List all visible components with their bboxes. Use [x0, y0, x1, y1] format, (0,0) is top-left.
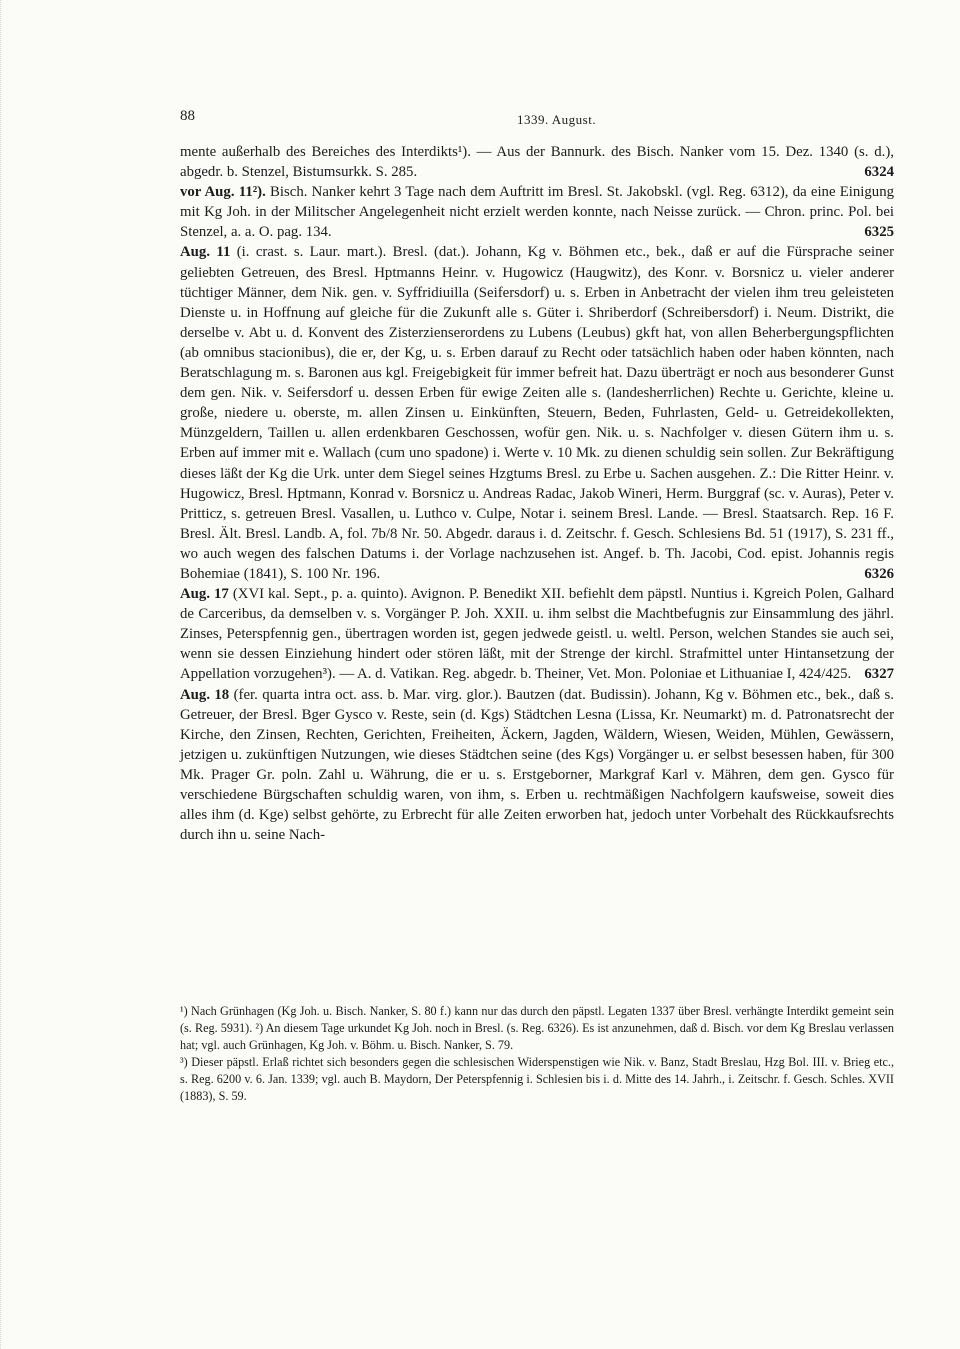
entry-date: Aug. 18 — [180, 686, 230, 703]
entry-6323-continuation — [180, 142, 894, 182]
scan-margin — [0, 0, 31, 1349]
entry-date: Aug. 11 — [180, 244, 231, 261]
entry-6324 — [180, 182, 894, 242]
entry-number: 6327 — [864, 666, 894, 683]
paragraph-text: (XVI kal. Sept., p. a. quinto). Avignon. P. Benedikt XII. befiehlt dem päpstl. Nuntius i. Kgreich Polen, Galhard de Carceribus, da demselben v. s. Vorgänger P. Joh. XXII. u. ihm selbst die Machtbefugnis zur Einsammlung des jährl. Zinses, Peterspfennig gen., übertragen worden ist, gegen jedwede geistl. u. weltl. Person, welchen Standes sie auch sei, wenn sie dessen Einziehung hindert oder stören läßt, mit der Strenge der kirchl. Strafmittel unter Hintansetzung der Appellation vorzugehen³). — A. d. Vatikan. Reg. abgedr. b. Theiner, Vet. Mon. Poloniae et Lithuaniae I, 424/425. — [180, 586, 894, 683]
page-number: 88 — [180, 108, 195, 124]
entry-number: 6324 — [864, 164, 894, 181]
footnote-3 — [180, 1054, 894, 1105]
footnote-1 — [180, 1003, 894, 1054]
entry-number: 6326 — [864, 565, 894, 582]
paragraph-text: (i. crast. s. Laur. mart.). Bresl. (dat.). Johann, Kg v. Böhmen etc., bek., daß er auf die Fürsprache seiner geliebten Getreuen, des Bresl. Hptmanns Heinr. v. Hugowicz (Haugwitz), des Konr. v. Borsnicz u. vieler anderer tüchtiger Männer, dem Nik. gen. v. Syffridiuilla (Seifersdorf) u. s. Erben in Anbetracht der vielen ihm treu geleisteten Dienste u. in Hoffnung auf gleiche für die Zukunft alle s. Güter i. Shriberdorf (Schreibersdorf) i. Neum. Distrikt, die derselbe v. Abt u. d. Konvent des Zisterzienserordens zu Lubens (Leubus) gkft hat, von allen Beherbergungspflichten (ab omnibus stacionibus), die er, der Kg, u. s. Erben darauf zu Recht oder tatsächlich haben oder haben könnten, nach Beratschlagung m. s. Baronen aus kgl. Freigebigkeit für immer befreit hat. Dazu überträgt er noch aus besonderer Gunst dem gen. Nik. v. Seifersdorf u. dessen Erben für ewige Zeiten alle s. (landesherrlichen) Rechte u. Gerichte, kleine u. große, niedere u. oberste, m. allen Zinsen u. Einkünften, Steuern, Beden, Fuhrlasten, Geld- u. Getreidekollekten, Münzgeldern, Taillen u. allen erdenkbaren Geschossen, wofür gen. Nik. u. s. Nachfolger v. diesen Gütern ihm u. s. Erben auf immer mit e. Wallach (cum uno spadone) i. Werte v. 10 Mk. zu dienen schuldig sein sollen. Zur Bekräftigung dieses läßt der Kg die Urk. unter dem Siegel seines Hzgtums Bresl. zu Erbe u. Sachen ausgehen. Z.: Die Ritter Heinr. v. Hugowicz, Bresl. Hptmann, Konrad v. Borsnicz u. Andreas Radac, Jakob Wineri, Herm. Burggraf (sc. v. Auras), Peter v. Pritticz, s. getreuen Bresl. Vasallen, u. Luthco v. Culpe, Notar i. seinem Bresl. Lande. — Bresl. Staatsarch. Rep. 16 F. Bresl. Ält. Bresl. Landb. A, fol. 7b/8 Nr. 50. Abgedr. daraus i. d. Zeitschr. f. Gesch. Schlesiens Bd. 51 (1917), S. 231 ff., wo auch wegen des falschen Datums i. der Vorlage nachzusehen ist. Angef. b. Th. Jacobi, Cod. epist. Johannis regis Bohemiae (1841), S. 100 Nr. 196. — [180, 244, 894, 582]
entry-date: Aug. 17 — [180, 586, 229, 603]
main-text — [180, 142, 894, 845]
footnote-text: ¹) Nach Grünhagen (Kg Joh. u. Bisch. Nanker, S. 80 f.) kann nur das durch den päpstl. Legaten 1337 über Bresl. verhängte Interdikt gemeint sein (s. Reg. 5931). — [180, 1004, 894, 1035]
footnotes — [180, 1003, 894, 1104]
paragraph-text: (fer. quarta intra oct. ass. b. Mar. virg. glor.). Bautzen (dat. Budissin). Johann, Kg v. Böhmen etc., bek., daß s. Getreuer, der Bresl. Bger Gysco v. Reste, sein (d. Kgs) Städtchen Lesna (Lissa, Kr. Neumarkt) m. d. Patronatsrecht der Kirche, den Zinsen, Rechten, Gerichten, Freiheiten, Äckern, Jagden, Wäldern, Wiesen, Weiden, Mühlen, Gewässern, jetzigen u. zukünftigen Nutzungen, wie dieses Städtchen seine (des Kgs) Vorgänger u. er selbst besessen haben, für 300 Mk. Prager Gr. poln. Zahl u. Währung, die er u. s. Erstgeborner, Markgraf Karl v. Mähren, dem gen. Gysco für verschiedene Bürgschaften schuldig waren, von ihm, s. Erben u. rechtmäßigen Nachfolgern kaufsweise, soweit dies alles ihm (d. Kge) selbst gehörte, zu Erbrecht für alle Zeiten erworben hat, jedoch unter Vorbehalt des Rückkaufsrechts durch ihn u. seine Nach- — [180, 686, 895, 844]
paragraph-text: mente außerhalb des Bereiches des Interdikts¹). — Aus der Bannurk. des Bisch. Nanker vom 15. Dez. 1340 (s. d.), abgedr. b. Stenzel, Bistumsurkk. S. 285. — [180, 144, 894, 181]
entry-6325 — [180, 242, 894, 584]
entry-6326 — [180, 584, 894, 684]
running-head: 1339. August. — [517, 112, 597, 127]
footnote-text: ²) An diesem Tage urkundet Kg Joh. noch in Bresl. (s. Reg. 6326). Es ist anzunehmen, daß d. Bisch. vor dem Kg Breslau verlassen hat; vgl. auch Grünhagen, Kg Joh. v. Böhm. u. Bisch. Nanker, S. 79. — [180, 1020, 894, 1052]
paragraph-text: Bisch. Nanker kehrt 3 Tage nach dem Auftritt im Bresl. St. Jakobskl. (vgl. Reg. 6312), da eine Einigung mit Kg Joh. in der Militscher Angelegenheit nicht erzielt werden konnte, nach Neisse zurück. — Chron. princ. Pol. bei Stenzel, a. a. O. pag. 134. — [180, 184, 894, 241]
entry-number: 6325 — [864, 224, 894, 241]
entry-date: vor Aug. 11²). — [180, 184, 266, 201]
footnote-text: ³) Dieser päpstl. Erlaß richtet sich besonders gegen die schlesischen Widerspenstigen wie Nik. v. Banz, Stadt Breslau, Hzg Bol. III. v. Brieg etc., s. Reg. 6200 v. 6. Jan. 1339; vgl. auch B. Maydorn, Der Peterspfennig i. Schlesien bis i. d. Mitte des 14. Jahrh., i. Zeitschr. f. Gesch. Schles. XVII (1883), S. 59. — [180, 1054, 894, 1103]
entry-6327 — [180, 685, 894, 846]
